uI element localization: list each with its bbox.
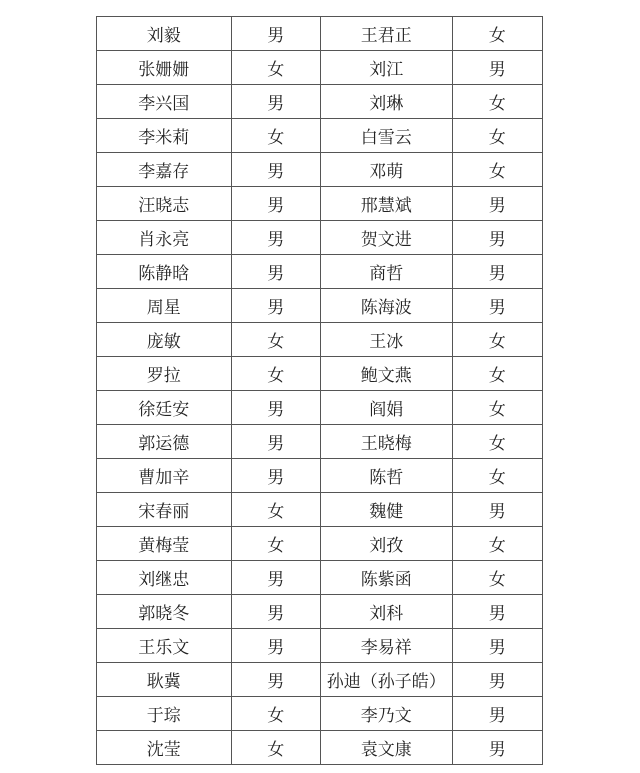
name-cell: 罗拉 [97,357,232,391]
gender-cell: 男 [452,51,542,85]
table-row [97,629,543,663]
name-cell: 宋春丽 [97,493,232,527]
name-cell: 刘毅 [97,17,232,51]
name-cell: 王晓梅 [320,425,452,459]
name-cell: 刘科 [320,595,452,629]
gender-cell: 男 [231,221,320,255]
name-cell: 刘孜 [320,527,452,561]
gender-cell: 男 [231,629,320,663]
table-row [97,289,543,323]
gender-cell: 男 [231,595,320,629]
name-cell: 汪晓志 [97,187,232,221]
gender-cell: 女 [452,323,542,357]
gender-cell: 男 [231,187,320,221]
table-row [97,493,543,527]
table-row [97,663,543,697]
table-row [97,221,543,255]
gender-cell: 男 [452,187,542,221]
table-row [97,17,543,51]
name-cell: 贺文进 [320,221,452,255]
name-cell: 王乐文 [97,629,232,663]
table-row [97,697,543,731]
name-cell: 王君正 [320,17,452,51]
name-cell: 郭运德 [97,425,232,459]
name-cell: 陈静晗 [97,255,232,289]
gender-cell: 女 [452,561,542,595]
name-cell: 李米莉 [97,119,232,153]
gender-cell: 女 [231,119,320,153]
name-cell: 曹加辛 [97,459,232,493]
gender-cell: 男 [452,663,542,697]
name-cell: 张姗姗 [97,51,232,85]
table-row [97,119,543,153]
name-cell: 王冰 [320,323,452,357]
name-cell: 鲍文燕 [320,357,452,391]
gender-cell: 女 [231,357,320,391]
name-cell: 李易祥 [320,629,452,663]
roster-table [96,16,543,765]
name-cell: 陈哲 [320,459,452,493]
gender-cell: 女 [452,85,542,119]
gender-cell: 男 [452,697,542,731]
gender-cell: 男 [231,289,320,323]
name-cell: 李嘉存 [97,153,232,187]
table-row [97,561,543,595]
name-cell: 阎娟 [320,391,452,425]
gender-cell: 男 [231,663,320,697]
table-row [97,323,543,357]
gender-cell: 女 [231,697,320,731]
gender-cell: 男 [452,221,542,255]
name-cell: 刘江 [320,51,452,85]
name-cell: 商哲 [320,255,452,289]
roster-table-body [97,17,543,765]
name-cell: 庞敏 [97,323,232,357]
gender-cell: 女 [452,391,542,425]
name-cell: 于琮 [97,697,232,731]
gender-cell: 男 [452,493,542,527]
name-cell: 刘琳 [320,85,452,119]
gender-cell: 女 [231,493,320,527]
name-cell: 沈莹 [97,731,232,765]
name-cell: 陈海波 [320,289,452,323]
gender-cell: 女 [231,527,320,561]
table-row [97,153,543,187]
name-cell: 陈紫函 [320,561,452,595]
name-cell: 孙迪（孙子皓） [320,663,452,697]
name-cell: 黄梅莹 [97,527,232,561]
gender-cell: 男 [231,459,320,493]
gender-cell: 女 [452,459,542,493]
gender-cell: 男 [231,561,320,595]
name-cell: 耿冀 [97,663,232,697]
name-cell: 郭晓冬 [97,595,232,629]
table-row [97,731,543,765]
table-row [97,527,543,561]
name-cell: 肖永亮 [97,221,232,255]
table-row [97,425,543,459]
gender-cell: 男 [231,17,320,51]
gender-cell: 男 [452,289,542,323]
gender-cell: 女 [452,119,542,153]
table-row [97,187,543,221]
gender-cell: 女 [231,323,320,357]
gender-cell: 男 [231,425,320,459]
name-cell: 李乃文 [320,697,452,731]
gender-cell: 男 [452,629,542,663]
table-row [97,85,543,119]
table-row [97,51,543,85]
table-row [97,459,543,493]
gender-cell: 男 [231,85,320,119]
gender-cell: 男 [452,731,542,765]
name-cell: 刘继忠 [97,561,232,595]
table-row [97,391,543,425]
gender-cell: 男 [452,255,542,289]
name-cell: 徐廷安 [97,391,232,425]
gender-cell: 男 [231,153,320,187]
gender-cell: 女 [452,357,542,391]
name-cell: 袁文康 [320,731,452,765]
gender-cell: 男 [231,255,320,289]
table-row [97,595,543,629]
gender-cell: 女 [452,153,542,187]
gender-cell: 女 [231,731,320,765]
table-row [97,357,543,391]
name-cell: 白雪云 [320,119,452,153]
gender-cell: 女 [452,425,542,459]
name-cell: 邢慧斌 [320,187,452,221]
name-cell: 周星 [97,289,232,323]
name-cell: 邓萌 [320,153,452,187]
name-cell: 魏健 [320,493,452,527]
gender-cell: 女 [231,51,320,85]
gender-cell: 女 [452,17,542,51]
gender-cell: 男 [231,391,320,425]
name-cell: 李兴国 [97,85,232,119]
table-row [97,255,543,289]
gender-cell: 男 [452,595,542,629]
gender-cell: 女 [452,527,542,561]
